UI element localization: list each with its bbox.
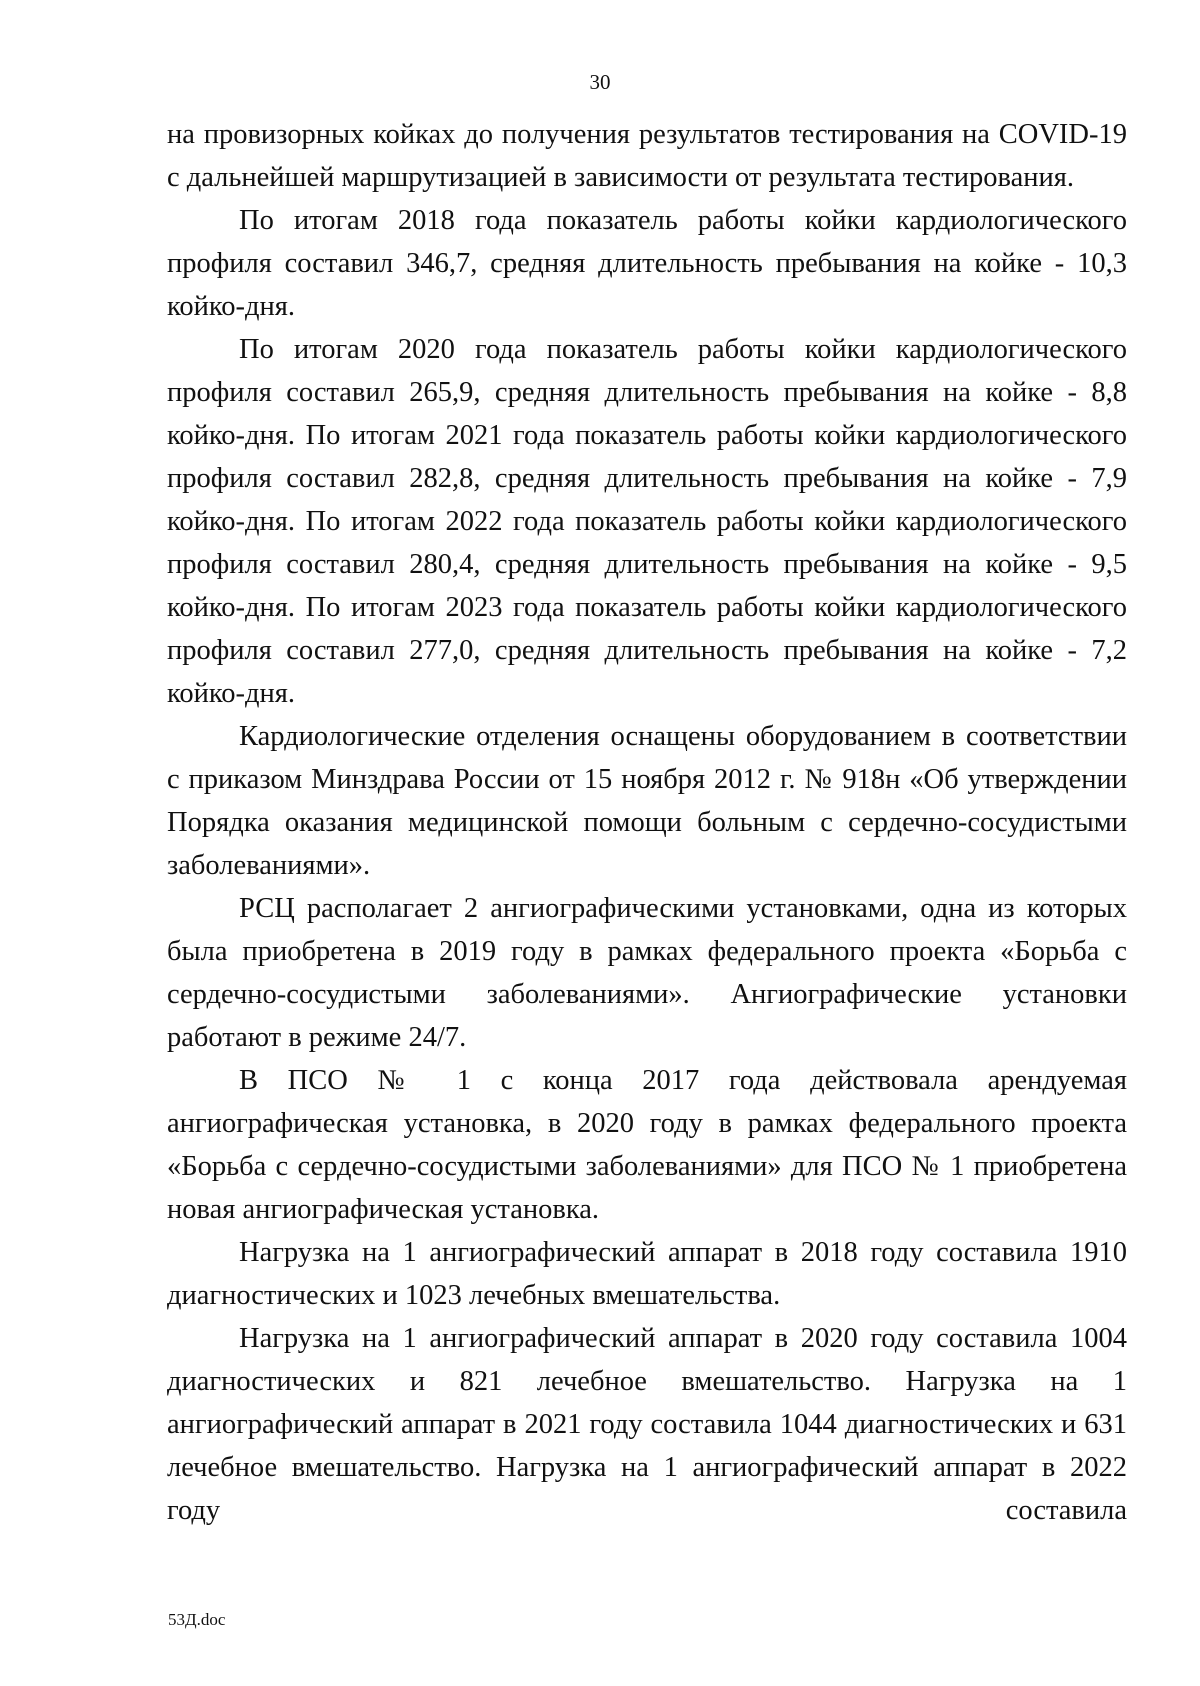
paragraph-7: Нагрузка на 1 ангиографический аппарат в 2018 году составила 1910 диагностических и 1023 лечебных вмешательства.: [167, 1237, 1127, 1311]
paragraph-4: Кардиологические отделения оснащены оборудованием в соответствии с приказом Минздрава России от 15 ноября 2012 г. № 918н «Об утверждении Порядка оказания медицинской помощи больным с сердечно-сосудистыми заболеваниями».: [167, 721, 1127, 881]
paragraph-5: РСЦ располагает 2 ангиографическими установками, одна из которых была приобретена в 2019 году в рамках федерального проекта «Борьба с сердечно-сосудистыми заболеваниями». Ангиографические установки работают в режиме 24/7.: [167, 893, 1127, 1053]
paragraph-8: Нагрузка на 1 ангиографический аппарат в 2020 году составила 1004 диагностических и 821 лечебное вмешательство. Нагрузка на 1 ангиографический аппарат в 2021 году составила 1044 диагностических и 631 лечебное вмешательство. Нагрузка на 1 ангиографический аппарат в 2022 году составила: [167, 1323, 1127, 1526]
footer-filename: 53Д.doc: [168, 1610, 226, 1629]
page-number: 30: [589, 70, 611, 94]
paragraph-2: По итогам 2018 года показатель работы койки кардиологического профиля составил 346,7, средняя длительность пребывания на койке - 10,3 койко-дня.: [167, 205, 1127, 322]
paragraph-3: По итогам 2020 года показатель работы койки кардиологического профиля составил 265,9, средняя длительность пребывания на койке - 8,8 койко-дня. По итогам 2021 года показатель работы койки кардиологического профиля составил 282,8, средняя длительность пребывания на койке - 7,9 койко-дня. По итогам 2022 года показатель работы койки кардиологического профиля составил 280,4, средняя длительность пребывания на койке - 9,5 койко-дня. По итогам 2023 года показатель работы койки кардиологического профиля составил 277,0, средняя длительность пребывания на койке - 7,2 койко-дня.: [167, 334, 1127, 709]
document-body: [167, 113, 1127, 1532]
paragraph-1: на провизорных койках до получения результатов тестирования на COVID-19 с дальнейшей маршрутизацией в зависимости от результата тестирования.: [167, 119, 1127, 193]
paragraph-6: В ПСО № 1 с конца 2017 года действовала арендуемая ангиографическая установка, в 2020 году в рамках федерального проекта «Борьба с сердечно-сосудистыми заболеваниями» для ПСО № 1 приобретена новая ангиографическая установка.: [167, 1065, 1127, 1225]
